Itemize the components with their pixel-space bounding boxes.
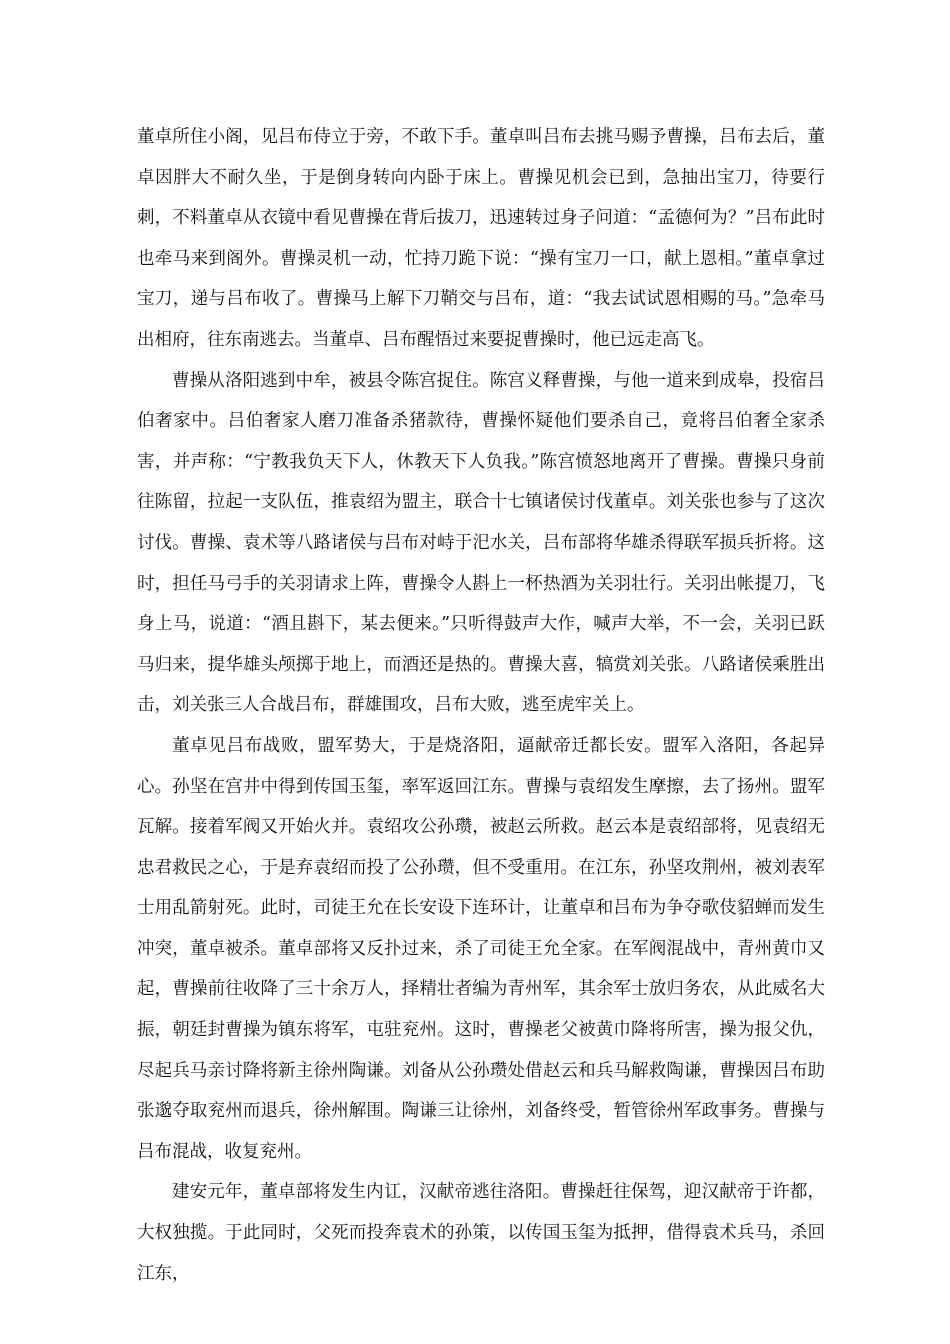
paragraph-3: 董卓见吕布战败，盟军势大，于是烧洛阳，逼献帝迁都长安。盟军入洛阳，各起异心。孙坚在宫井中得到传国玉玺，率军返回江东。曹操与袁绍发生摩擦，去了扬州。盟军瓦解。接着军阀又开始火并。袁绍攻公孙瓒，被赵云所救。赵云本是袁绍部将，见袁绍无忠君救民之心，于是弃袁绍而投了公孙瓒，但不受重用。在江东，孙坚攻荆州，被刘表军士用乱箭射死。此时，司徒王允在长安设下连环计，让董卓和吕布为争夺歌伎貂蝉而发生冲突，董卓被杀。董卓部将又反扑过来，杀了司徒王允全家。在军阀混战中，青州黄巾又起，曹操前往收降了三十余万人，择精壮者编为青州军，其余军士放归务农，从此威名大振，朝廷封曹操为镇东将军，屯驻兖州。这时，曹操老父被黄巾降将所害，操为报父仇，尽起兵马亲讨降将新主徐州陶谦。刘备从公孙瓒处借赵云和兵马解救陶谦，曹操因吕布助张邈夺取兖州而退兵，徐州解围。陶谦三让徐州，刘备终受，暂管徐州军政事务。曹操与吕布混战，收复兖州。	[137, 735, 825, 1162]
paragraph-4: 建安元年，董卓部将发生内讧，汉献帝逃往洛阳。曹操赶往保驾，迎汉献帝于许都，大权独揽。于此同时，父死而投奔袁术的孙策，以传国玉玺为抵押，借得袁术兵马，杀回江东，	[137, 1182, 825, 1284]
paragraph-2: 曹操从洛阳逃到中牟，被县令陈宫捉住。陈宫义释曹操，与他一道来到成皋，投宿吕伯奢家中。吕伯奢家人磨刀准备杀猪款待，曹操怀疑他们要杀自己，竟将吕伯奢全家杀害，并声称：“宁教我负天下人，休教天下人负我。”陈宫愤怒地离开了曹操。曹操只身前往陈留，拉起一支队伍，推袁绍为盟主，联合十七镇诸侯讨伐董卓。刘关张也参与了这次讨伐。曹操、袁术等八路诸侯与吕布对峙于汜水关，吕布部将华雄杀得联军损兵折将。这时，担任马弓手的关羽请求上阵，曹操令人斟上一杯热酒为关羽壮行。关羽出帐提刀，飞身上马，说道：“酒且斟下，某去便来。”只听得鼓声大作，喊声大举，不一会，关羽已跃马归来，提华雄头颅掷于地上，而酒还是热的。曹操大喜，犒赏刘关张。八路诸侯乘胜出击，刘关张三人合战吕布，群雄围攻，吕布大败，逃至虎牢关上。	[137, 370, 825, 716]
document-body	[137, 117, 825, 1294]
paragraph-1: 董卓所住小阁，见吕布侍立于旁，不敢下手。董卓叫吕布去挑马赐予曹操，吕布去后，董卓因胖大不耐久坐，于是倒身转向内卧于床上。曹操见机会已到，急抽出宝刀，待要行刺，不料董卓从衣镜中看见曹操在背后拔刀，迅速转过身子问道：“孟德何为？”吕布此时也牵马来到阁外。曹操灵机一动，忙持刀跪下说：“操有宝刀一口，献上恩相。”董卓拿过宝刀，递与吕布收了。曹操马上解下刀鞘交与吕布，道：“我去试试恩相赐的马。”急牵马出相府，往东南逃去。当董卓、吕布醒悟过来要捉曹操时，他已远走高飞。	[137, 127, 825, 350]
